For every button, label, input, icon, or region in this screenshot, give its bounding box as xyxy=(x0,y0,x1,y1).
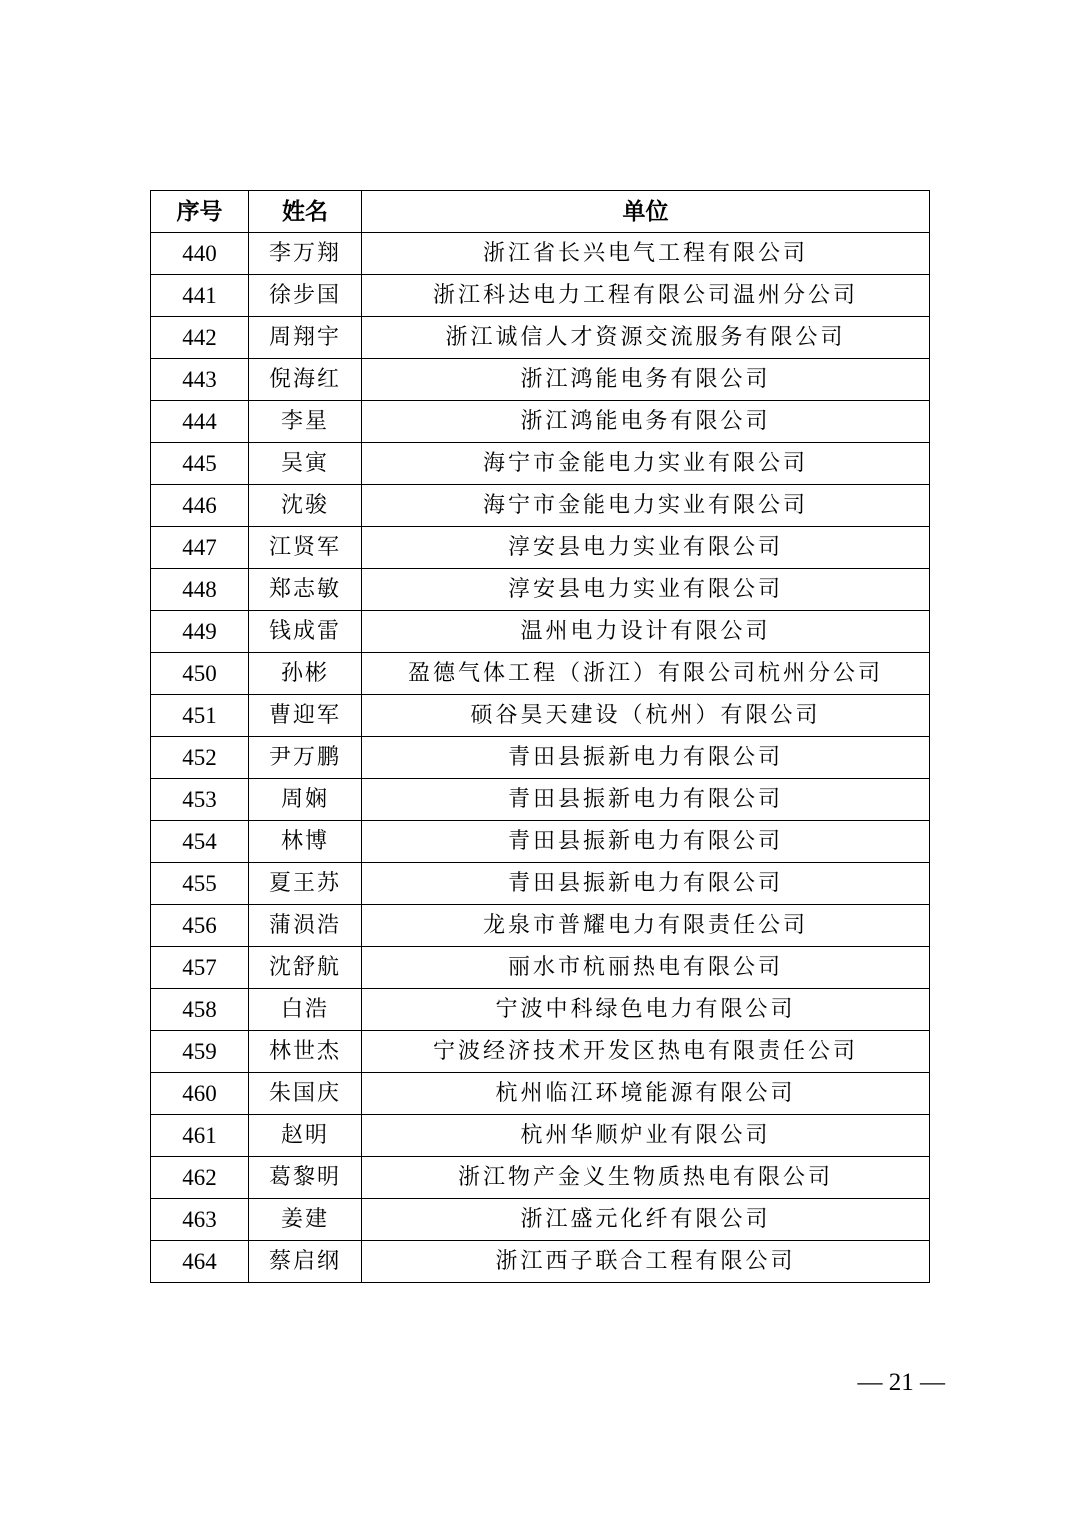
row-organization: 浙江鸿能电务有限公司 xyxy=(362,401,930,443)
table-row xyxy=(151,611,930,653)
row-organization: 盈德气体工程（浙江）有限公司杭州分公司 xyxy=(362,653,930,695)
row-name: 赵明 xyxy=(249,1115,362,1157)
row-organization: 丽水市杭丽热电有限公司 xyxy=(362,947,930,989)
row-organization: 青田县振新电力有限公司 xyxy=(362,821,930,863)
table-row xyxy=(151,401,930,443)
row-index: 440 xyxy=(151,233,249,275)
row-index: 450 xyxy=(151,653,249,695)
row-name: 尹万鹏 xyxy=(249,737,362,779)
row-organization: 青田县振新电力有限公司 xyxy=(362,863,930,905)
row-name: 夏王苏 xyxy=(249,863,362,905)
table-row xyxy=(151,821,930,863)
table-row xyxy=(151,1241,930,1283)
row-organization: 杭州华顺炉业有限公司 xyxy=(362,1115,930,1157)
row-index: 458 xyxy=(151,989,249,1031)
row-index: 449 xyxy=(151,611,249,653)
row-name: 徐步国 xyxy=(249,275,362,317)
row-name: 蒲涢浩 xyxy=(249,905,362,947)
table-header-row xyxy=(151,191,930,233)
row-organization: 浙江盛元化纤有限公司 xyxy=(362,1199,930,1241)
row-organization: 硕谷昊天建设（杭州）有限公司 xyxy=(362,695,930,737)
row-name: 曹迎军 xyxy=(249,695,362,737)
header-index: 序号 xyxy=(151,191,249,233)
table-row xyxy=(151,1157,930,1199)
row-index: 443 xyxy=(151,359,249,401)
row-index: 464 xyxy=(151,1241,249,1283)
row-organization: 浙江物产金义生物质热电有限公司 xyxy=(362,1157,930,1199)
table-row xyxy=(151,233,930,275)
row-organization: 宁波经济技术开发区热电有限责任公司 xyxy=(362,1031,930,1073)
row-organization: 淳安县电力实业有限公司 xyxy=(362,527,930,569)
row-organization: 海宁市金能电力实业有限公司 xyxy=(362,443,930,485)
row-organization: 浙江鸿能电务有限公司 xyxy=(362,359,930,401)
table-row xyxy=(151,1199,930,1241)
row-name: 钱成雷 xyxy=(249,611,362,653)
table-row xyxy=(151,695,930,737)
row-index: 448 xyxy=(151,569,249,611)
row-name: 李万翔 xyxy=(249,233,362,275)
row-organization: 青田县振新电力有限公司 xyxy=(362,779,930,821)
row-name: 白浩 xyxy=(249,989,362,1031)
row-name: 周翔宇 xyxy=(249,317,362,359)
row-index: 457 xyxy=(151,947,249,989)
table-row xyxy=(151,527,930,569)
row-name: 朱国庆 xyxy=(249,1073,362,1115)
row-index: 452 xyxy=(151,737,249,779)
row-organization: 浙江科达电力工程有限公司温州分公司 xyxy=(362,275,930,317)
row-organization: 宁波中科绿色电力有限公司 xyxy=(362,989,930,1031)
row-organization: 浙江诚信人才资源交流服务有限公司 xyxy=(362,317,930,359)
row-organization: 淳安县电力实业有限公司 xyxy=(362,569,930,611)
row-name: 沈舒航 xyxy=(249,947,362,989)
row-organization: 浙江西子联合工程有限公司 xyxy=(362,1241,930,1283)
table-row xyxy=(151,947,930,989)
header-name: 姓名 xyxy=(249,191,362,233)
row-index: 451 xyxy=(151,695,249,737)
table-row xyxy=(151,905,930,947)
table-body xyxy=(151,233,930,1283)
row-name: 倪海红 xyxy=(249,359,362,401)
row-index: 456 xyxy=(151,905,249,947)
row-index: 447 xyxy=(151,527,249,569)
row-index: 442 xyxy=(151,317,249,359)
row-index: 459 xyxy=(151,1031,249,1073)
table-row xyxy=(151,737,930,779)
row-name: 蔡启纲 xyxy=(249,1241,362,1283)
row-organization: 浙江省长兴电气工程有限公司 xyxy=(362,233,930,275)
page-number: — 21 — xyxy=(857,1369,945,1396)
table-row xyxy=(151,485,930,527)
row-name: 林世杰 xyxy=(249,1031,362,1073)
table-row xyxy=(151,1115,930,1157)
row-name: 李星 xyxy=(249,401,362,443)
row-index: 446 xyxy=(151,485,249,527)
row-name: 林博 xyxy=(249,821,362,863)
table-row xyxy=(151,653,930,695)
header-organization: 单位 xyxy=(362,191,930,233)
table-row xyxy=(151,569,930,611)
table-row xyxy=(151,863,930,905)
row-index: 441 xyxy=(151,275,249,317)
row-index: 461 xyxy=(151,1115,249,1157)
row-organization: 龙泉市普耀电力有限责任公司 xyxy=(362,905,930,947)
row-name: 吴寅 xyxy=(249,443,362,485)
row-index: 454 xyxy=(151,821,249,863)
row-name: 周娴 xyxy=(249,779,362,821)
row-organization: 海宁市金能电力实业有限公司 xyxy=(362,485,930,527)
row-index: 460 xyxy=(151,1073,249,1115)
row-name: 沈骏 xyxy=(249,485,362,527)
row-index: 444 xyxy=(151,401,249,443)
row-name: 葛黎明 xyxy=(249,1157,362,1199)
row-organization: 温州电力设计有限公司 xyxy=(362,611,930,653)
row-organization: 杭州临江环境能源有限公司 xyxy=(362,1073,930,1115)
row-name: 孙彬 xyxy=(249,653,362,695)
row-index: 455 xyxy=(151,863,249,905)
roster-table xyxy=(150,190,930,1283)
table-row xyxy=(151,1073,930,1115)
table-row xyxy=(151,1031,930,1073)
row-organization: 青田县振新电力有限公司 xyxy=(362,737,930,779)
row-index: 463 xyxy=(151,1199,249,1241)
row-index: 445 xyxy=(151,443,249,485)
row-index: 453 xyxy=(151,779,249,821)
table-row xyxy=(151,275,930,317)
row-name: 江贤军 xyxy=(249,527,362,569)
table-row xyxy=(151,317,930,359)
row-index: 462 xyxy=(151,1157,249,1199)
table-row xyxy=(151,443,930,485)
table-row xyxy=(151,359,930,401)
row-name: 姜建 xyxy=(249,1199,362,1241)
table-row xyxy=(151,989,930,1031)
row-name: 郑志敏 xyxy=(249,569,362,611)
table-row xyxy=(151,779,930,821)
